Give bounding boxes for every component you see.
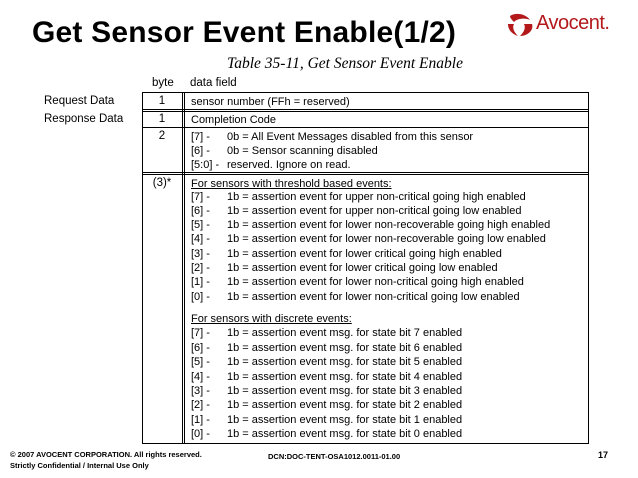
footer-copyright: © 2007 AVOCENT CORPORATION. All rights reserved. — [10, 450, 202, 459]
page-number: 17 — [598, 450, 609, 460]
discrete-line: [4] - 1b = assertion event msg. for state bit 4 enabled — [191, 371, 463, 383]
column-header-byte: byte — [152, 77, 174, 89]
slide-title: Get Sensor Event Enable(1/2) — [32, 16, 457, 49]
threshold-heading: For sensors with threshold based events: — [191, 178, 392, 190]
threshold-line: [0] - 1b = assertion event for lower non-critical going low enabled — [191, 291, 520, 303]
footer-confidential: Strictly Confidential / Internal Use Only — [10, 461, 149, 470]
discrete-line: [7] - 1b = assertion event msg. for state bit 7 enabled — [191, 327, 463, 339]
response-field-1-cell: Completion Code — [191, 114, 276, 126]
logo-text: Avocent. — [536, 12, 610, 34]
request-field-cell: sensor number (FFh = reserved) — [191, 96, 350, 108]
discrete-heading: For sensors with discrete events: — [191, 313, 352, 325]
request-data-label: Request Data — [44, 95, 115, 107]
threshold-line: [7] - 1b = assertion event for upper non-critical going high enabled — [191, 191, 526, 203]
response-byte-1-cell: 1 — [158, 113, 166, 125]
discrete-line: [3] - 1b = assertion event msg. for state bit 3 enabled — [191, 385, 463, 397]
column-header-data-field: data field — [190, 77, 237, 89]
threshold-line: [3] - 1b = assertion event for lower critical going high enabled — [191, 248, 502, 260]
byte2-line: [5:0] - reserved. Ignore on read. — [191, 159, 351, 171]
discrete-line: [2] - 1b = assertion event msg. for state bit 2 enabled — [191, 399, 463, 411]
threshold-line: [6] - 1b = assertion event for upper non-critical going low enabled — [191, 205, 522, 217]
byte2-line: [7] - 0b = All Event Messages disabled from this sensor — [191, 131, 474, 143]
footer-doc-id: DCN:DOC-TENT-OSA1012.0011-01.00 — [268, 452, 401, 461]
threshold-line: [2] - 1b = assertion event for lower critical going low enabled — [191, 262, 498, 274]
footer-legal — [10, 449, 202, 471]
response-byte-2-cell: 2 — [158, 130, 166, 142]
threshold-line: [5] - 1b = assertion event for lower non-recoverable going high enabled — [191, 219, 551, 231]
discrete-line: [1] - 1b = assertion event msg. for state bit 1 enabled — [191, 414, 463, 426]
discrete-line: [0] - 1b = assertion event msg. for state bit 0 enabled — [191, 428, 463, 440]
byte2-line: [6] - 0b = Sensor scanning disabled — [191, 145, 378, 157]
table-caption: Table 35-11, Get Sensor Event Enable — [227, 55, 463, 72]
discrete-line: [5] - 1b = assertion event msg. for state bit 5 enabled — [191, 356, 463, 368]
threshold-line: [1] - 1b = assertion event for lower non-critical going high enabled — [191, 276, 524, 288]
request-byte-cell: 1 — [158, 95, 166, 107]
response-byte-3-cell: (3)* — [152, 177, 172, 189]
threshold-line: [4] - 1b = assertion event for lower non-recoverable going low enabled — [191, 233, 546, 245]
discrete-line: [6] - 1b = assertion event msg. for state bit 6 enabled — [191, 342, 463, 354]
response-data-label: Response Data — [44, 113, 124, 125]
